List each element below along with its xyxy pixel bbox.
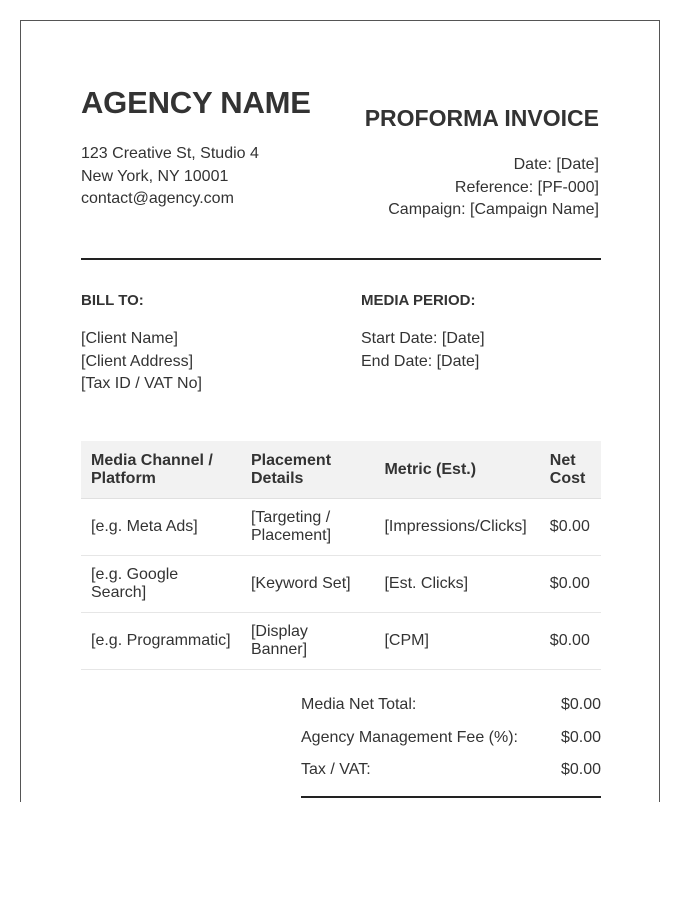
agency-address <box>81 143 259 211</box>
tax-vat-row <box>301 759 601 792</box>
cell-channel: [e.g. Programmatic] <box>81 613 241 670</box>
cell-placement: [Targeting / Placement] <box>241 499 374 556</box>
cell-net-cost: $0.00 <box>540 556 601 613</box>
document-meta <box>388 154 599 222</box>
totals-divider <box>301 796 601 798</box>
client-tax-id: [Tax ID / VAT No] <box>81 375 202 392</box>
media-net-total-label: Media Net Total: <box>301 696 417 713</box>
agency-email: contact@agency.com <box>81 190 234 207</box>
client-name: [Client Name] <box>81 330 178 347</box>
media-net-total-row <box>301 694 601 727</box>
cell-channel: [e.g. Meta Ads] <box>81 499 241 556</box>
media-net-total-value: $0.00 <box>560 696 601 713</box>
line-items-table <box>81 441 601 670</box>
invoice-campaign: Campaign: [Campaign Name] <box>388 201 599 218</box>
media-period-details <box>361 328 485 373</box>
management-fee-label: Agency Management Fee (%): <box>301 728 518 746</box>
tax-vat-label: Tax / VAT: <box>301 761 371 778</box>
end-date: End Date: [Date] <box>361 352 480 370</box>
cell-placement: [Keyword Set] <box>241 556 374 613</box>
table-row <box>81 556 601 613</box>
cell-net-cost: $0.00 <box>540 499 601 556</box>
cell-placement: [Display Banner] <box>241 613 374 670</box>
cell-channel: [e.g. Google Search] <box>81 556 241 613</box>
bill-to-details <box>81 328 202 396</box>
table-row <box>81 613 601 670</box>
invoice-date: Date: [Date] <box>513 156 599 173</box>
agency-address-line1: 123 Creative St, Studio 4 <box>81 145 259 162</box>
column-header-metric: Metric (Est.) <box>374 441 539 499</box>
totals-summary <box>301 694 601 792</box>
client-address: [Client Address] <box>81 352 194 370</box>
agency-address-line2: New York, NY 10001 <box>81 167 229 185</box>
cell-metric: [Impressions/Clicks] <box>374 499 539 556</box>
cell-metric: [Est. Clicks] <box>374 556 539 613</box>
management-fee-row <box>301 727 601 760</box>
start-date: Start Date: [Date] <box>361 330 485 347</box>
media-period-heading: MEDIA PERIOD: <box>361 292 476 309</box>
column-header-channel: Media Channel / Platform <box>81 441 241 499</box>
tax-vat-value: $0.00 <box>560 761 601 778</box>
column-header-net-cost: Net Cost <box>540 441 601 499</box>
bill-to-heading: BILL TO: <box>81 292 144 309</box>
cell-net-cost: $0.00 <box>540 613 601 670</box>
table-header-row <box>81 441 601 499</box>
document-title: PROFORMA INVOICE <box>364 105 599 131</box>
management-fee-value: $0.00 <box>560 728 601 746</box>
column-header-placement: Placement Details <box>241 441 374 499</box>
table-row <box>81 499 601 556</box>
header-divider <box>81 258 601 260</box>
agency-name: AGENCY NAME <box>81 85 311 120</box>
invoice-reference: Reference: [PF-000] <box>454 178 599 196</box>
invoice-page <box>20 20 660 802</box>
cell-metric: [CPM] <box>374 613 539 670</box>
